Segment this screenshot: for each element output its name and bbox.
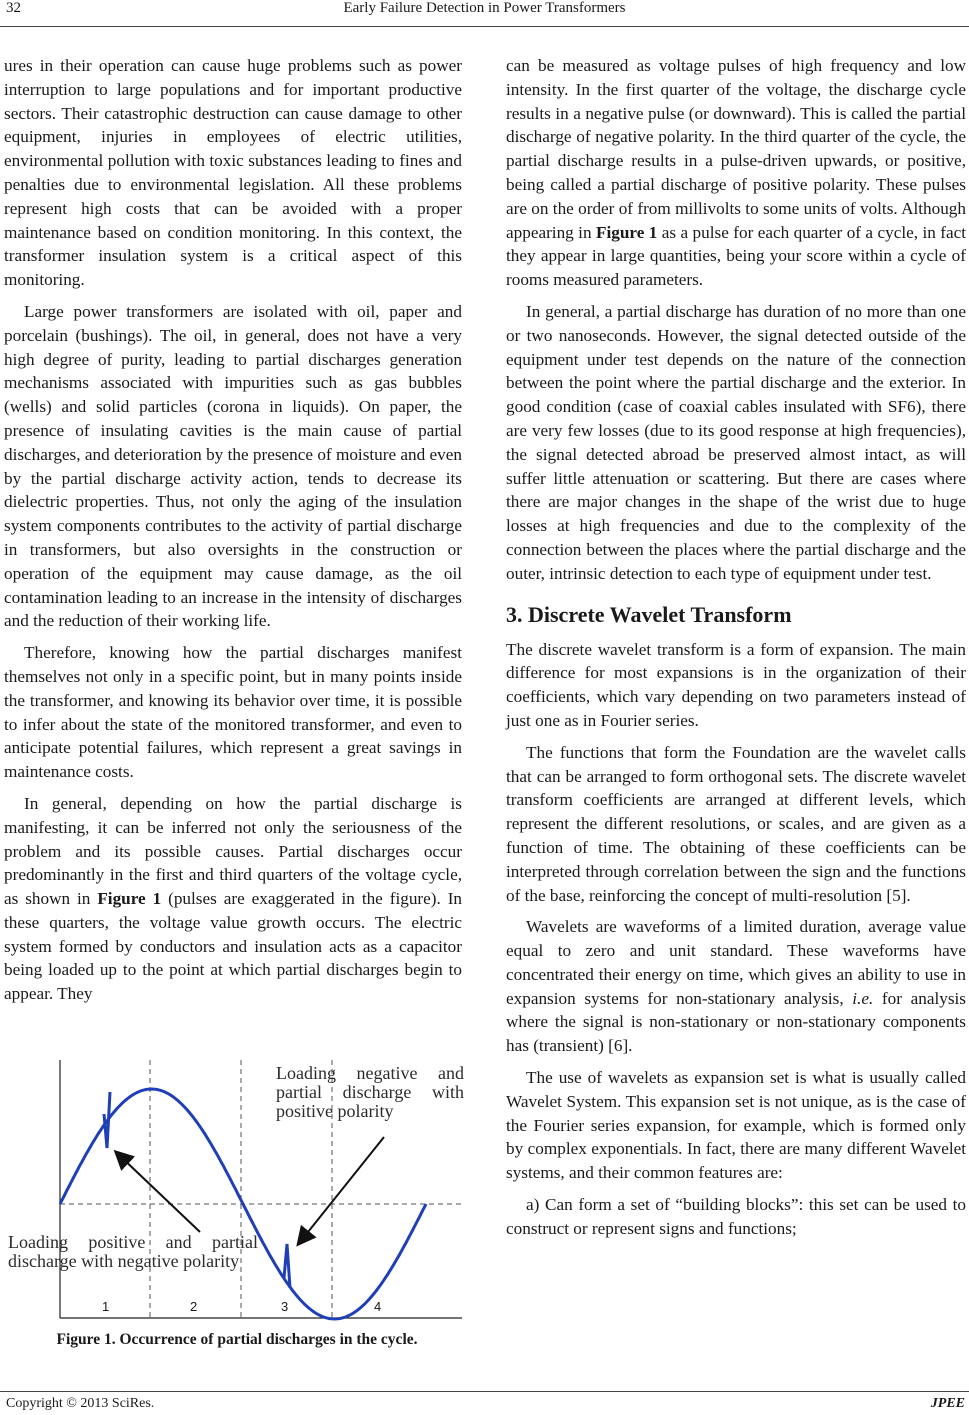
paragraph — [506, 915, 966, 1058]
figure-label-negative-polarity: Loading positive and partial discharge with negative polarity — [8, 1232, 258, 1271]
copyright: Copyright © 2013 SciRes. — [6, 1396, 155, 1411]
header-rule — [0, 26, 969, 27]
quarter-label: 3 — [281, 1299, 289, 1314]
paragraph: The functions that form the Foundation are the wavelet calls that can be arranged to form orthogonal sets. The discrete wavelet transform coefficients are arranged at different levels, which represent the different resolutions, or scales, and are given as a function of time. The obtaining of these coefficients can be interpreted through correlation between the sign and the functions of the base, reinforcing the concept of multi-resolution [5]. — [506, 742, 966, 905]
arrow-to-positive-pulse — [300, 1137, 384, 1242]
figure-1 — [4, 1054, 466, 1369]
paragraph-text: as a pulse for each quarter of a cycle, in fact they appear in large quantities, being your score within a cycle of rooms measured parameters. — [506, 222, 966, 290]
paragraph: a) Can form a set of “building blocks”: this set can be used to construct or represent signs and functions; — [506, 1195, 966, 1238]
paragraph-text: (pulses are exaggerated in the figure). In these quarters, the voltage value growth occurs. The electric system formed by conductors and insulation acts as a capacitor being loaded up to the point at which partial discharges begin to appear. They — [4, 889, 463, 1004]
paragraph: Large power transformers are isolated with oil, paper and porcelain (bushings). The oil, in general, does not have a very high degree of purity, leading to partial discharges generation mechanisms associated with impurities such as gas bubbles (wells) and solid particles (corona in liquids). On paper, the presence of insulating cavities is the main cause of partial discharges, and deterioration by the presence of moisture and even by the partial discharge activity action, tends to decrease its dielectric properties. Thus, not only the aging of the insulation system components contributes to the activity of partial discharge in transformers, but also oversights in the construction or operation of the equipment may cause damage, as the oil contamination leading to an increase in the intensity of discharges and the reduction of their working life. — [4, 301, 462, 631]
figure-label-positive-polarity: Loading negative and partial discharge with positive polarity — [276, 1063, 464, 1121]
page-number: 32 — [6, 0, 21, 16]
footer-rule — [0, 1391, 969, 1392]
paragraph: The use of wavelets as expansion set is what is usually called Wavelet System. This expansion set is not unique, as is the case of the Fourier series expansion, for example, which is formed only by complex exponentials. In fact, there are many different Wavelet systems, and their common features are: — [506, 1068, 966, 1183]
paragraph — [4, 792, 462, 1006]
negative-discharge-pulse — [104, 1092, 110, 1148]
left-column — [4, 54, 462, 1014]
page-header — [0, 0, 969, 32]
quarter-label: 1 — [102, 1299, 110, 1314]
arrow-to-negative-pulse — [118, 1154, 200, 1232]
quarter-label: 2 — [190, 1299, 198, 1314]
paragraph: Therefore, knowing how the partial discharges manifest themselves not only in a specific point, but in many points inside the transformer, and knowing its behavior over time, it is possible to infer about the state of the monitored transformer, and even to anticipate potential failures, which represent a great savings in maintenance costs. — [4, 643, 462, 782]
paragraph-text: In general, depending on how the partial discharge is manifesting, it can be inferred not only the seriousness of the problem and its possible causes. Partial discharges occur predominantly in the first and third quarters of the voltage cycle, as shown in — [4, 793, 462, 909]
journal-name: JPEE — [930, 1396, 965, 1411]
paragraph — [506, 54, 966, 292]
quarter-label: 4 — [374, 1299, 382, 1314]
figure-caption: Figure 1. Occurrence of partial discharges in the cycle. — [56, 1331, 418, 1348]
figure-reference[interactable]: Figure 1 — [595, 222, 658, 242]
paragraph-text: for analysis where the signal is non-stationary or non-stationary components has (transient) [6]. — [506, 988, 966, 1056]
paragraph: The discrete wavelet transform is a form of expansion. The main difference for most expansions is in the organization of their coefficients, which vary depending on two parameters instead of just one as in Fourier series. — [506, 639, 966, 730]
paragraph: In general, a partial discharge has duration of no more than one or two nanoseconds. However, the signal detected outside of the equipment under test depends on the nature of the connection between the point where the partial discharge and the exterior. In good condition (case of coaxial cables insulated with SF6), there are very few losses (due to its good response at high frequencies), the signal detected abroad be preserved almost intact, as will suffer little attenuation or scattering. But there are cases where there are major changes in the shape of the wrist due to huge losses at high frequencies and due to the complexity of the connection between the places where the partial discharge and the outer, intrinsic detection to each type of equipment under test. — [506, 301, 966, 583]
paragraph: ures in their operation can cause huge problems such as power interruption to large populations and for important productive sectors. Their catastrophic destruction can cause damage to other equipment, injuries in employees of electric utilities, environmental pollution with toxic substances leading to fines and penalties due to environmental legislation. All these problems represent high costs that can be avoided with a proper maintenance based on condition monitoring. In this context, the transformer insulation system is a critical aspect of this monitoring. — [4, 56, 462, 290]
right-column — [506, 54, 966, 1249]
running-title: Early Failure Detection in Power Transformers — [343, 0, 626, 16]
paragraph-text: can be measured as voltage pulses of high frequency and low intensity. In the first quarter of the voltage, the discharge cycle results in a negative pulse (or downward). This is called the partial discharge of negative polarity. In the third quarter of the cycle, the partial discharge results in a pulse-driven upwards, or positive, being called a partial discharge of positive polarity. These pulses are on the order of from millivolts to some units of volts. Although appearing in — [506, 56, 966, 242]
section-heading: 3. Discrete Wavelet Transform — [506, 601, 792, 627]
paragraph-text-italic: i.e. — [852, 988, 874, 1008]
paragraph-text: Wavelets are waveforms of a limited duration, average value equal to zero and unit standard. These waveforms have concentrated their energy on time, which gives an ability to use in expansion systems for non-stationary analysis, — [506, 917, 966, 1008]
figure-reference[interactable]: Figure 1 — [97, 889, 162, 909]
